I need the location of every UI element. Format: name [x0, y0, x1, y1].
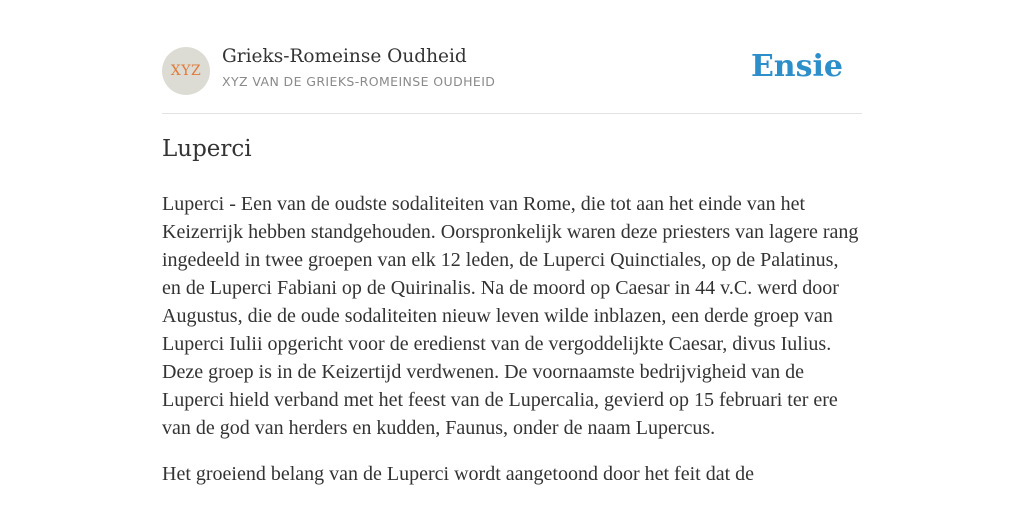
brand-logo[interactable]: Ensie	[750, 49, 843, 84]
source-title[interactable]: Grieks-Romeinse Oudheid	[222, 46, 467, 67]
header-divider	[162, 113, 862, 114]
article-paragraph: Het groeiend belang van de Luperci wordt aangetoond door het feit dat de	[162, 463, 755, 485]
article-title: Luperci	[162, 136, 252, 162]
source-avatar[interactable]: XYZ	[162, 47, 210, 95]
article-body	[162, 190, 862, 506]
source-header	[162, 46, 862, 96]
article-paragraph: Luperci - Een van de oudste sodaliteiten van Rome, die tot aan het einde van het Keizerrijk hebben standgehouden. Oorspronkelijk waren deze priesters van lagere rang ingedeeld in twee groepen van elk 12 leden, de Luperci Quinctiales, op de Palatinus, en de Luperci Fabiani op de Quirinalis. Na de moord op Caesar in 44 v.C. werd door Augustus, die de oude sodaliteiten nieuw leven wilde inblazen, een derde groep van Luperci Iulii opgericht voor de eredienst van de vergoddelijkte Caesar, divus Iulius. Deze groep is in de Keizertijd verdwenen. De voornaamste bedrijvigheid van de Luperci hield verband met het feest van de Lupercalia, gevierd op 15 februari ter ere van de god van herders en kudden, Faunus, onder de naam Lupercus.	[162, 193, 859, 439]
source-subtitle: XYZ VAN DE GRIEKS-ROMEINSE OUDHEID	[222, 74, 496, 89]
